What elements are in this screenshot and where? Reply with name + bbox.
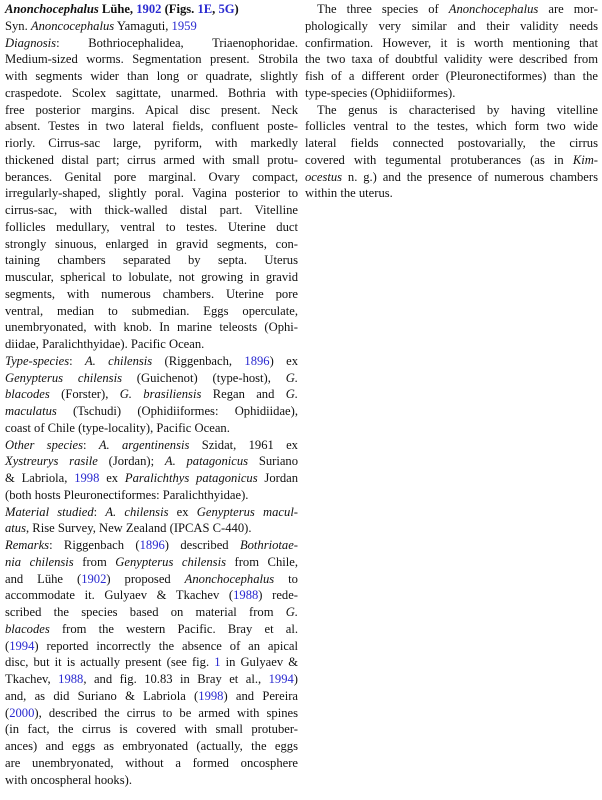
- text-line: [5, 202, 298, 219]
- italic-text: Xystreurys rasile: [5, 454, 98, 469]
- text-line: [5, 336, 298, 353]
- text-line: [5, 1, 298, 18]
- text: (in fact, the cirrus is covered with small protuber-: [5, 722, 298, 737]
- bold-text: ,: [212, 2, 219, 16]
- text-line: [5, 621, 298, 638]
- italic-text: A. patagonicus: [164, 454, 249, 469]
- text: Szidat, 1961 ex: [189, 437, 298, 452]
- citation-link[interactable]: 1896: [244, 353, 270, 368]
- text: , Rise Survey, New Zealand (IPCAS C-440).: [26, 521, 252, 536]
- italic-text: nia chilensis: [5, 554, 74, 569]
- text-line: [5, 554, 298, 571]
- text-line: [5, 68, 298, 85]
- text-line: [5, 403, 298, 420]
- text: cirrus-sac, with thick-walled distal part. Vitelline: [5, 203, 298, 217]
- text-line: [5, 604, 298, 621]
- text-line: [305, 185, 598, 202]
- text: from: [73, 554, 116, 569]
- citation-link[interactable]: 1896: [139, 538, 165, 552]
- text: with segments wider than long or quadrate, slightly: [5, 69, 298, 83]
- citation-link[interactable]: 1902: [81, 571, 107, 586]
- text-line: [5, 51, 298, 68]
- text: ) ex: [269, 353, 299, 368]
- bold-text: (Figs.: [161, 2, 198, 16]
- text-line: [5, 420, 298, 437]
- text: diidae, Paralichthyidae). Pacific Ocean.: [5, 337, 205, 351]
- text: (Tschudi) (Ophidiiformes: Ophidiidae),: [56, 404, 298, 418]
- text: Tkachev,: [5, 672, 59, 686]
- text-line: [305, 68, 598, 85]
- text-line: [5, 286, 298, 303]
- citation-link[interactable]: 1998: [198, 688, 224, 703]
- text-line: [5, 319, 298, 336]
- text-line: [5, 370, 298, 387]
- text-line: [5, 353, 298, 370]
- text: fish of a different order (Pleuronectiformes) than the: [305, 69, 598, 83]
- text-line: [5, 135, 298, 152]
- bold-text: ): [234, 2, 239, 16]
- text-line: [305, 169, 598, 186]
- italic-text: G.: [285, 605, 298, 619]
- bold-text: Lühe,: [98, 2, 137, 16]
- italic-text: Genypterus chilensis: [5, 370, 122, 385]
- text: , and fig. 10.83 in Bray et al.,: [83, 672, 269, 686]
- text: :: [93, 504, 106, 519]
- text: taining chambers separated by septa. Uterus: [5, 253, 298, 268]
- italic-text: Anonchocephalus: [448, 2, 539, 16]
- text-line: [5, 587, 298, 604]
- text: Suriano: [248, 454, 299, 469]
- italic-text: Genypterus chilensis: [115, 554, 226, 569]
- text-line: [5, 185, 298, 202]
- italic-text: G.: [285, 370, 298, 385]
- text: thickened distal part; cirrus armed with small protu-: [5, 152, 298, 167]
- text: from Chile,: [225, 554, 298, 569]
- figure-link[interactable]: 1902: [136, 2, 162, 16]
- text: segments, with numerous chambers. Uterine pore: [5, 286, 298, 301]
- text: within the uterus.: [305, 186, 393, 201]
- text-line: [5, 654, 298, 671]
- text: (both hosts Pleuronectiformes: Paralichthyidae).: [5, 487, 249, 502]
- text: ances) and eggs as embryonated (actually, the eggs: [5, 739, 298, 753]
- text-line: [5, 638, 298, 655]
- italic-text: G.: [285, 387, 298, 402]
- text: (Riggenbach,: [152, 353, 245, 368]
- italic-text: atus: [5, 521, 26, 536]
- text: the two taxa of doubtful validity were described from: [305, 52, 598, 67]
- text: lateral fields connected postovarially, the cirrus: [305, 136, 598, 150]
- text-line: [5, 487, 298, 504]
- citation-link[interactable]: 1959: [171, 18, 197, 33]
- text-line: [5, 721, 298, 738]
- figure-link[interactable]: 1E: [197, 2, 213, 16]
- text: from the western Pacific. Bray et al.: [49, 621, 298, 636]
- text-line: [5, 705, 298, 722]
- text-line: [5, 219, 298, 236]
- text: ) rede-: [258, 588, 298, 603]
- text: disc, but it is actually present (see fig.: [5, 655, 215, 670]
- text: & Labriola,: [5, 471, 75, 485]
- figure-link[interactable]: 5G: [218, 2, 235, 16]
- text: : Bothriocephalidea, Triaenophoridae.: [56, 35, 298, 50]
- left-column: [5, 1, 298, 788]
- text-line: [305, 102, 598, 119]
- text: :: [69, 353, 85, 368]
- text-line: [5, 303, 298, 320]
- text: absent. Testes in two lateral fields, confluent poste-: [5, 119, 298, 134]
- text: coast of Chile (type-locality), Pacific Ocean.: [5, 420, 230, 435]
- text: free posterior margins. Apical disc present. Neck: [5, 102, 298, 117]
- text-line: [5, 453, 298, 470]
- text-line: [5, 671, 298, 688]
- italic-text: Paralichthys patagonicus: [124, 471, 258, 485]
- text: and, as did Suriano & Labriola (: [5, 688, 199, 703]
- text: follicles medullary, ventral to testes. Uterine duct: [5, 219, 298, 234]
- italic-text: ocestus: [305, 169, 343, 184]
- text: phologically very similar and their validity needs: [305, 18, 598, 33]
- citation-link[interactable]: 1988: [58, 672, 84, 686]
- italic-text: Kim-: [572, 152, 598, 167]
- text: (: [5, 705, 10, 720]
- text: strongly sinuous, enlarged in gravid segments, con-: [5, 236, 298, 251]
- text: (Forster),: [49, 387, 120, 402]
- text: irregularly-shaped, slightly poral. Vagina posterior to: [5, 186, 298, 201]
- text-line: [5, 688, 298, 705]
- italic-text: Genypterus macul-: [196, 504, 299, 519]
- text-line: [305, 1, 598, 18]
- text: ) proposed: [106, 571, 185, 586]
- text: Regan and: [201, 387, 286, 402]
- text-line: [5, 470, 298, 487]
- text-line: [305, 35, 598, 52]
- italic-text: blacodes: [5, 387, 50, 402]
- text-line: [5, 35, 298, 52]
- text: ) and Pereira: [223, 688, 298, 703]
- text: are mor-: [538, 2, 598, 16]
- text-line: [5, 504, 298, 521]
- text: The three species of: [317, 2, 449, 16]
- italic-text: Bothriotae-: [239, 538, 298, 552]
- text: in Gulyaev &: [220, 655, 298, 670]
- text: berances. Genital pore marginal. Ovary compact,: [5, 169, 298, 184]
- text: ex: [99, 471, 125, 485]
- italic-text: Anonchocephalus: [184, 571, 275, 586]
- text-line: [5, 18, 298, 35]
- text: unembryonated, with knob. In marine teleosts (Ophi-: [5, 320, 298, 335]
- text-line: [305, 51, 598, 68]
- italic-text: A. argentinensis: [98, 437, 190, 452]
- italic-text: maculatus: [5, 404, 57, 418]
- text: (: [5, 638, 10, 653]
- citation-link[interactable]: 1988: [233, 588, 259, 603]
- text-line: [5, 85, 298, 102]
- text-line: [305, 135, 598, 152]
- italic-text: Remarks: [5, 538, 50, 552]
- text: type-species (Ophidiiformes).: [305, 85, 456, 100]
- citation-link[interactable]: 1: [214, 655, 221, 670]
- text: :: [83, 437, 99, 452]
- text: Yamaguti,: [114, 18, 172, 33]
- text: Syn.: [5, 18, 31, 33]
- right-column: [305, 1, 598, 202]
- text: ): [293, 672, 298, 686]
- text-line: [5, 236, 298, 253]
- text: covered with tegumental protuberances (as in: [305, 152, 573, 167]
- text: scribed the species based on material from: [5, 605, 286, 619]
- text: muscular, spherical to lobulate, not growing in gravid: [5, 270, 298, 284]
- text-line: [305, 18, 598, 35]
- citation-link[interactable]: 1994: [268, 672, 294, 686]
- text: The genus is characterised by having vitelline: [317, 102, 598, 117]
- text-line: [5, 738, 298, 755]
- text: confirmation. However, it is worth mentioning that: [305, 35, 598, 50]
- citation-link[interactable]: 2000: [9, 705, 35, 720]
- text: are unembryonated, without a formed oncosphere: [5, 755, 298, 770]
- italic-text: Diagnosis: [5, 35, 57, 50]
- text: ex: [168, 504, 197, 519]
- text: (Guichenot) (type-host),: [121, 370, 286, 385]
- text-line: [5, 152, 298, 169]
- text: : Riggenbach (: [49, 538, 140, 552]
- italic-text: Anoncocephalus: [30, 18, 115, 33]
- text-line: [305, 118, 598, 135]
- italic-text: Other species: [5, 437, 84, 452]
- text-line: [5, 772, 298, 789]
- italic-text: A. chilensis: [105, 504, 169, 519]
- text-line: [5, 520, 298, 537]
- italic-text: Material studied: [5, 504, 94, 519]
- text: follicles ventral to the testes, which form two wide: [305, 119, 598, 134]
- text: Jordan: [257, 471, 298, 485]
- text: accommodate it. Gulyaev & Tkachev (: [5, 588, 234, 603]
- text: (Jordan);: [97, 454, 165, 469]
- italic-text: A. chilensis: [84, 353, 153, 368]
- italic-text: blacodes: [5, 621, 50, 636]
- text-line: [5, 755, 298, 772]
- text-line: [305, 152, 598, 169]
- text-line: [5, 386, 298, 403]
- text: riorly. Cirrus-sac large, pyriform, with markedly: [5, 136, 298, 150]
- genus-heading: Anonchocephalus: [5, 2, 99, 16]
- text: ventral, median to submedian. Eggs operculate,: [5, 303, 298, 318]
- text-line: [5, 269, 298, 286]
- text-line: [5, 118, 298, 135]
- text-line: [5, 102, 298, 119]
- text-line: [5, 252, 298, 269]
- citation-link[interactable]: 1994: [9, 638, 35, 653]
- text-line: [5, 437, 298, 454]
- text: craspedote. Scolex sagittate, unarmed. Bothria with: [5, 85, 298, 100]
- text: and Lühe (: [5, 571, 82, 586]
- text-line: [305, 85, 598, 102]
- text: n. g.) and the presence of numerous chambers: [342, 169, 598, 184]
- text: with oncospheral hooks).: [5, 772, 132, 787]
- text: ) reported incorrectly the absence of an apical: [34, 638, 298, 653]
- citation-link[interactable]: 1998: [74, 471, 100, 485]
- text-line: [5, 169, 298, 186]
- text-line: [5, 537, 298, 554]
- text: Medium-sized worms. Segmentation present. Strobila: [5, 52, 298, 67]
- text: ), described the cirrus to be armed with spines: [34, 705, 298, 720]
- text-line: [5, 571, 298, 588]
- text: ) described: [164, 538, 240, 552]
- text: to: [274, 571, 298, 586]
- italic-text: G. brasiliensis: [119, 387, 202, 402]
- italic-text: Type-species: [5, 353, 70, 368]
